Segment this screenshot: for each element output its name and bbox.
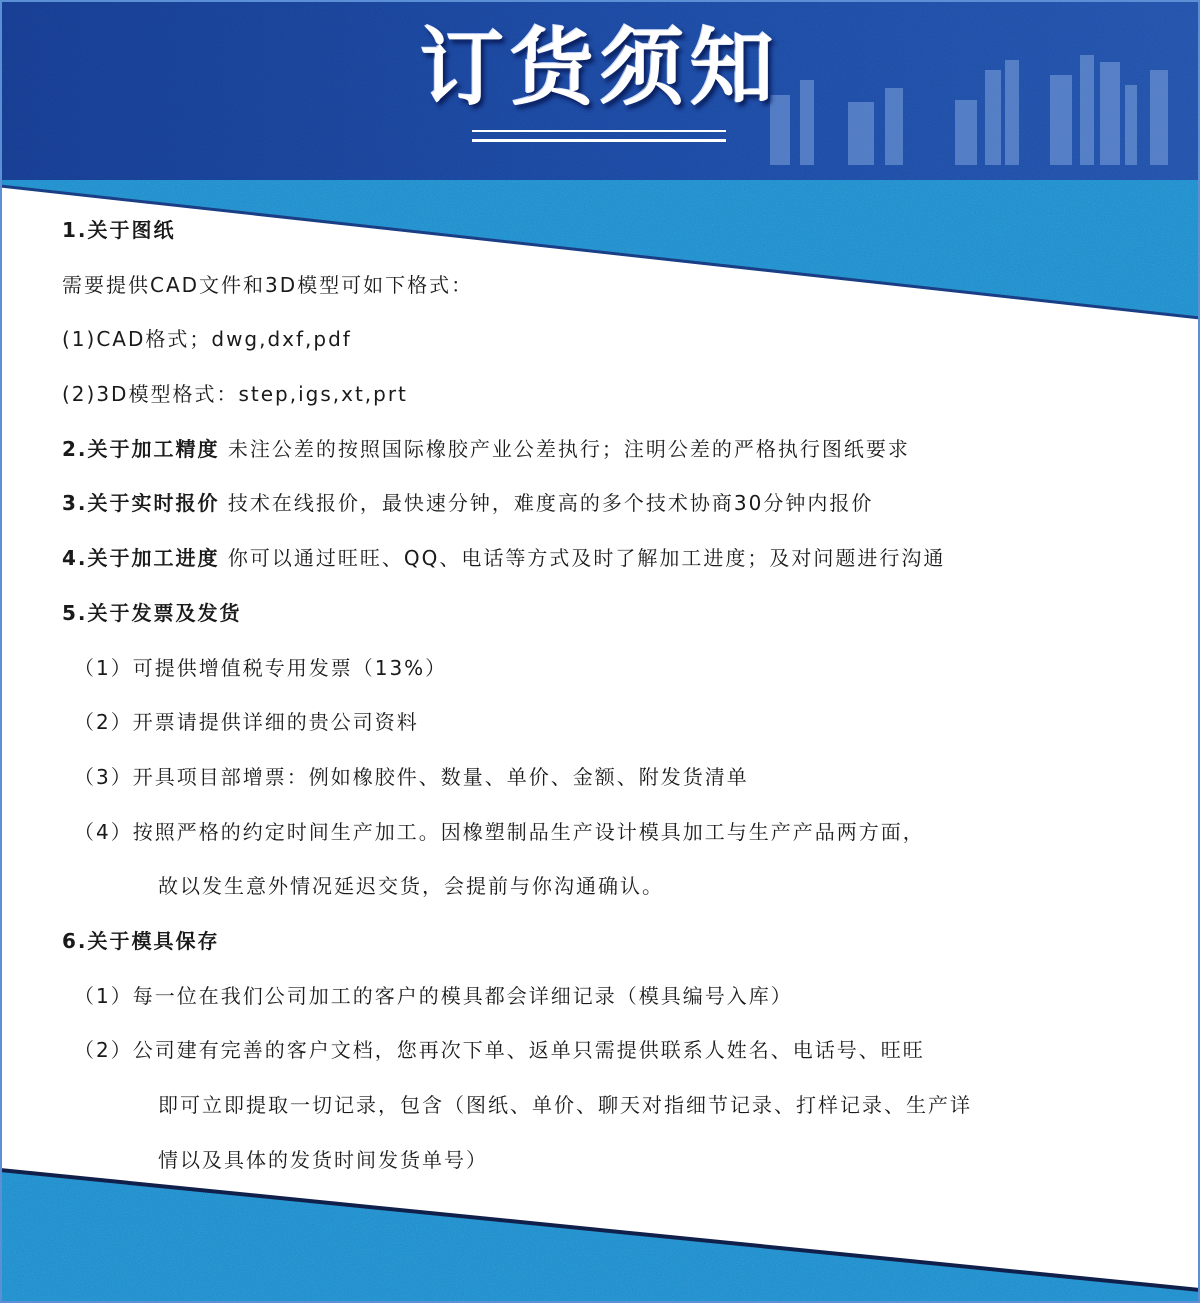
molds-item-continuation: 即可立即提取一切记录，包含（图纸、单价、聊天对指细节记录、打样记录、生产详	[158, 1093, 972, 1117]
section-heading-progress: 4.关于加工进度	[62, 546, 220, 571]
quote-text: 技术在线报价，最快速分钟，难度高的多个技术协商30分钟内报价	[227, 491, 874, 516]
section-heading-drawings: 1.关于图纸	[62, 218, 176, 242]
drawings-intro: 需要提供CAD文件和3D模型可如下格式：	[62, 272, 474, 297]
title-underline	[472, 130, 726, 142]
invoice-item-continuation: 故以发生意外情况延迟交货，会提前与你沟通确认。	[158, 874, 664, 899]
order-notice	[62, 208, 1152, 1192]
quote-row	[62, 481, 1152, 536]
section-heading-precision: 2.关于加工精度	[62, 436, 220, 461]
page-title: 订货须知	[419, 18, 780, 117]
molds-item: （1）每一位在我们公司加工的客户的模具都会详细记录（模具编号入库）	[74, 983, 793, 1008]
section-heading-invoice: 5.关于发票及发货	[62, 600, 242, 625]
drawings-item: (2)3D模型格式：step,igs,xt,prt	[62, 382, 408, 407]
section-heading-quote: 3.关于实时报价	[62, 491, 220, 516]
invoice-item: （4）按照严格的约定时间生产加工。因橡塑制品生产设计模具加工与生产产品两方面，	[74, 819, 925, 844]
drawings-item: (1)CAD格式；dwg,dxf,pdf	[62, 327, 352, 352]
progress-text: 你可以通过旺旺、QQ、电话等方式及时了解加工进度；及对问题进行沟通	[227, 546, 946, 571]
invoice-item: （1）可提供增值税专用发票（13%）	[74, 655, 448, 680]
molds-item: （2）公司建有完善的客户文档，您再次下单、返单只需提供联系人姓名、电话号、旺旺	[74, 1038, 925, 1063]
section-heading-molds: 6.关于模具保存	[62, 928, 220, 953]
invoice-item: （3）开具项目部增票：例如橡胶件、数量、单价、金额、附发货清单	[74, 764, 749, 789]
precision-text: 未注公差的按照国际橡胶产业公差执行；注明公差的严格执行图纸要求	[227, 436, 910, 461]
precision-row	[62, 427, 1152, 482]
invoice-item: （2）开票请提供详细的贵公司资料	[74, 710, 419, 735]
progress-row	[62, 536, 1152, 591]
molds-item-continuation: 情以及具体的发货时间发货单号）	[158, 1147, 488, 1172]
